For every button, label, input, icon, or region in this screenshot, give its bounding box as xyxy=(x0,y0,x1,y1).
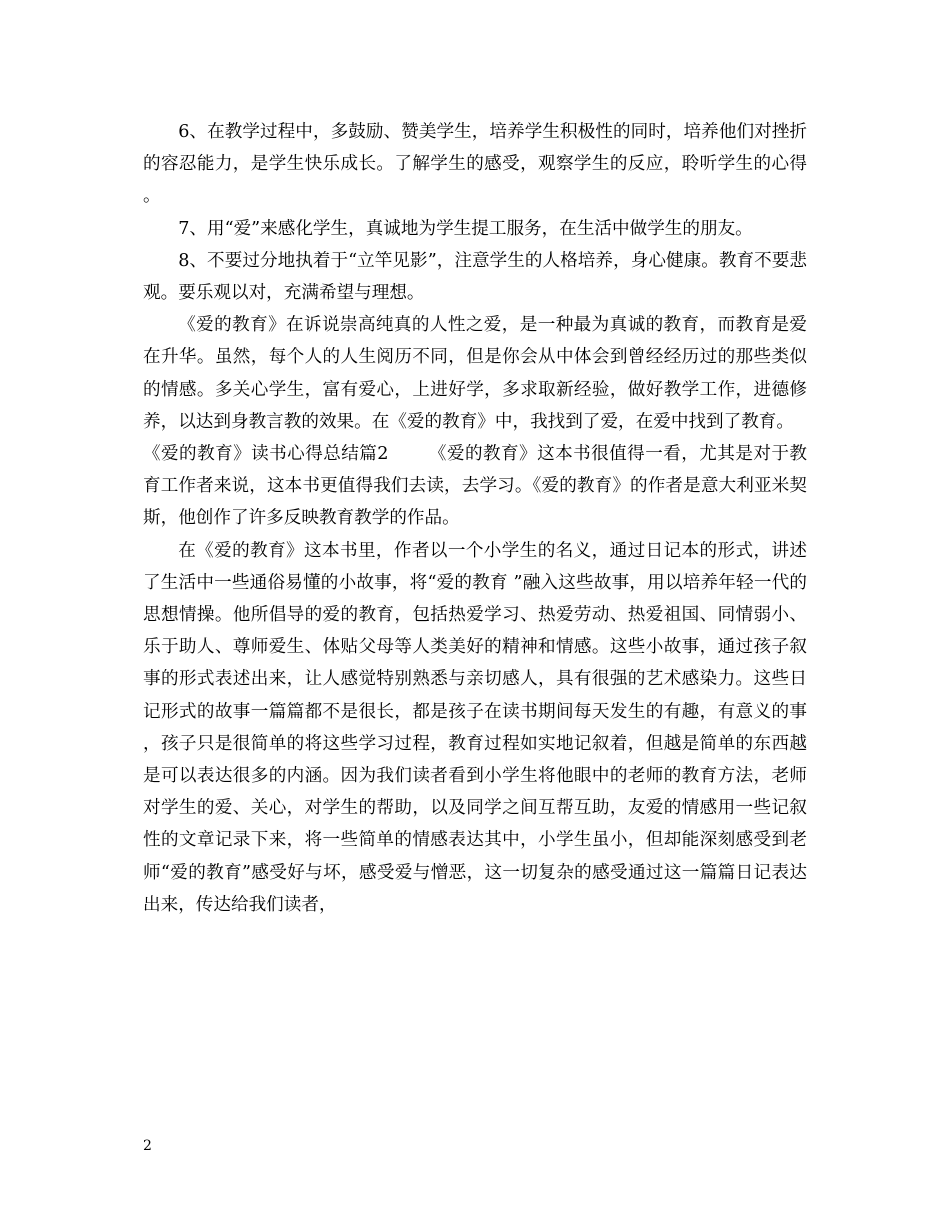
section-title: 《爱的教育》读书心得总结篇2 xyxy=(143,444,389,465)
paragraph-summary: 《爱的教育》在诉说崇高纯真的人性之爱，是一种最为真诚的教育，而教育是爱在升华。虽然，每个人的人生阅历不同，但是你会从中体会到曾经经历过的那些类似的情感。多关心学生，富有爱心，上进好学，多求取新经验，做好教学工作，进德修养，以达到身教言教的效果。在《爱的教育》中，我找到了爱，在爱中找到了教育。 xyxy=(143,315,807,432)
section-heading-paragraph xyxy=(143,438,807,535)
section-intro: 《爱的教育》这本书很值得一看，尤其是对于教育工作者来说，这本书更值得我们去读，去学习。《爱的教育》的作者是意大利亚米契斯，他创作了许多反映教育教学的作品。 xyxy=(143,444,807,529)
paragraph-item-6: 6、在教学过程中，多鼓励、赞美学生，培养学生积极性的同时，培养他们对挫折的容忍能力，是学生快乐成长。了解学生的感受，观察学生的反应，聆听学生的心得。 xyxy=(143,122,807,207)
document-body xyxy=(143,116,807,921)
paragraph-item-8: 8、不要过分地执着于“立竿见影”，注意学生的人格培养，身心健康。教育不要悲观。要乐观以对，充满希望与理想。 xyxy=(143,250,807,304)
page-number: 2 xyxy=(143,1138,152,1154)
paragraph-item-7: 7、用“爱”来感化学生，真诚地为学生提工服务，在生活中做学生的朋友。 xyxy=(178,218,753,239)
body-paragraph: 在《爱的教育》这本书里，作者以一个小学生的名义，通过日记本的形式，讲述了生活中一些通俗易懂的小故事，将“爱的教育 ”融入这些故事，用以培养年轻一代的思想情操。他所倡导的爱的教育，包括热爱学习、热爱劳动、热爱祖国、同情弱小、乐于助人、尊师爱生、体贴父母等人类美好的精神和情感。这些小故事，通过孩子叙事的形式表述出来，让人感觉特别熟悉与亲切感人，具有很强的艺术感染力。这些日记形式的故事一篇篇都不是很长，都是孩子在读书期间每天发生的有趣，有意义的事，孩子只是很简单的将这些学习过程，教育过程如实地记叙着，但越是简单的东西越是可以表达很多的内涵。因为我们读者看到小学生将他眼中的老师的教育方法，老师对学生的爱、关心，对学生的帮助，以及同学之间互帮互助，友爱的情感用一些记叙性的文章记录下来，将一些简单的情感表达其中，小学生虽小，但却能深刻感受到老师“爱的教育”感受好与坏，感受爱与憎恶，这一切复杂的感受通过这一篇篇日记表达出来，传达给我们读者， xyxy=(143,540,807,915)
